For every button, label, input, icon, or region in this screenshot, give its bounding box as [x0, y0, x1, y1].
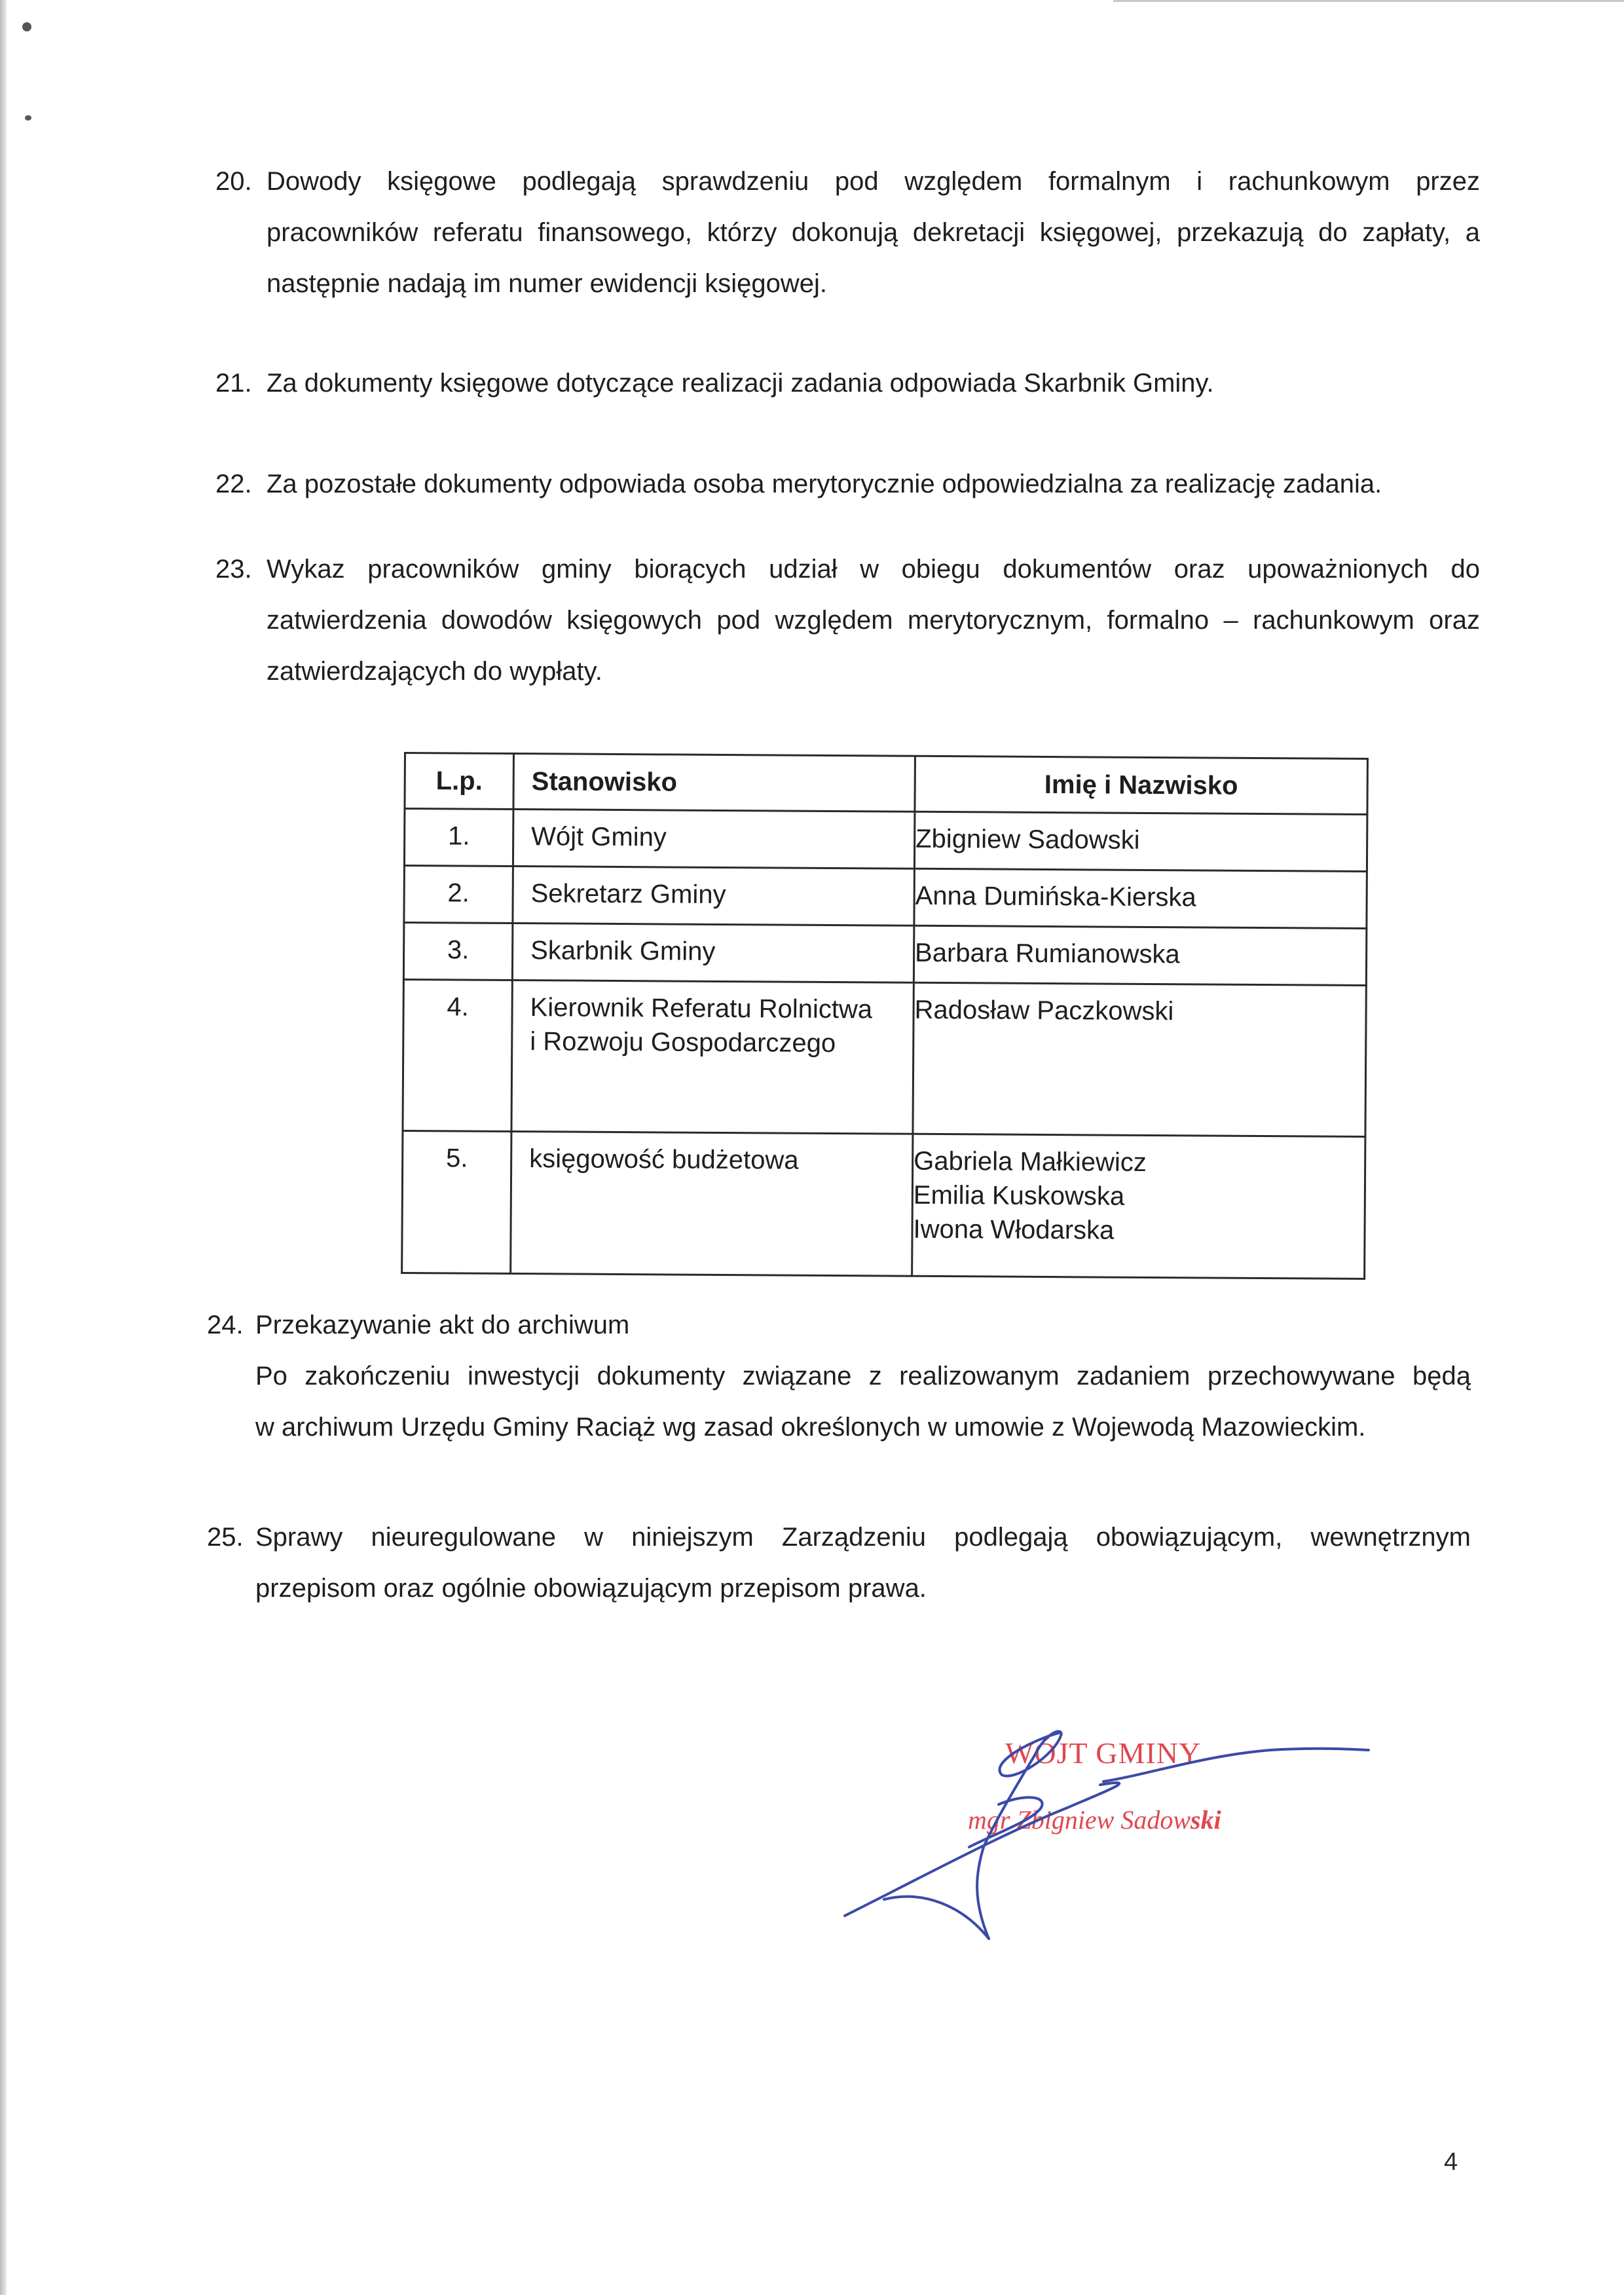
paragraph-23 — [215, 544, 1480, 697]
person-name: Gabriela Małkiewicz — [913, 1146, 1147, 1177]
person-name: Anna Dumińska-Kierska — [915, 881, 1196, 912]
signature-stroke — [1103, 1749, 1369, 1782]
paragraph-number: 20. — [215, 167, 252, 196]
cell-name — [914, 868, 1367, 928]
scan-top-edge — [1113, 0, 1624, 2]
paragraph-line: zatwierdzenia dowodów księgowych pod względem merytorycznym, formalno – rachunkowym oraz — [267, 606, 1480, 635]
cell-lp: 5. — [402, 1130, 511, 1273]
paragraph-line: w archiwum Urzędu Gminy Raciąż wg zasad określonych w umowie z Wojewodą Mazowieckim. — [255, 1413, 1366, 1442]
cell-name — [913, 925, 1367, 985]
position-line: księgowość budżetowa — [529, 1144, 799, 1175]
paragraph-line: pracowników referatu finansowego, którzy dokonują dekretacji księgowej, przekazują do zapłaty, a — [267, 218, 1480, 247]
paragraph-number: 24. — [207, 1311, 244, 1339]
paragraph-line: Po zakończeniu inwestycji dokumenty związane z realizowanym zadaniem przechowywane będą — [255, 1362, 1471, 1390]
stamp-name-prefix: mgr Zbigniew Sadow — [968, 1805, 1191, 1835]
cell-lp: 1. — [404, 809, 513, 867]
paragraph-heading: Przekazywanie akt do archiwum — [255, 1311, 630, 1339]
paragraph-line: przepisom oraz ogólnie obowiązującym przepisom prawa. — [255, 1574, 927, 1603]
stamp-title: WÓJT GMINY — [1005, 1736, 1202, 1770]
cell-position — [511, 1132, 913, 1277]
page-number: 4 — [1444, 2148, 1458, 2176]
table-row — [404, 866, 1367, 929]
person-name: Iwona Włodarska — [913, 1214, 1115, 1245]
staff-table — [401, 752, 1369, 1280]
position-line: Sekretarz Gminy — [530, 879, 726, 910]
paragraph-line: Za pozostałe dokumenty odpowiada osoba merytorycznie odpowiedzialna za realizację zadania. — [267, 470, 1382, 498]
table-header-row — [405, 753, 1367, 815]
paragraph-24 — [207, 1299, 1471, 1453]
stamp-name-suffix: ski — [1190, 1805, 1221, 1835]
signature-stroke — [977, 1732, 1061, 1939]
position-line: Wójt Gminy — [531, 822, 667, 852]
person-name: Radosław Paczkowski — [914, 995, 1174, 1026]
paragraph-number: 21. — [215, 369, 252, 398]
scan-speck — [25, 115, 31, 121]
cell-lp: 2. — [404, 866, 513, 924]
table-row — [402, 1130, 1365, 1278]
person-name: Zbigniew Sadowski — [915, 824, 1140, 855]
paragraph-line: Za dokumenty księgowe dotyczące realizacji zadania odpowiada Skarbnik Gminy. — [267, 369, 1214, 398]
person-name: Emilia Kuskowska — [913, 1180, 1125, 1211]
cell-name — [913, 982, 1366, 1136]
cell-position — [511, 980, 913, 1134]
header-position: Stanowisko — [513, 754, 915, 812]
table-row — [404, 809, 1367, 872]
scan-speck — [22, 22, 31, 31]
scan-edge — [0, 0, 7, 2295]
paragraph-line: zatwierdzających do wypłaty. — [267, 657, 602, 686]
cell-name — [914, 812, 1367, 871]
paragraph-21 — [215, 358, 1480, 409]
paragraph-line: Dowody księgowe podlegają sprawdzeniu pod względem formalnym i rachunkowym przez — [267, 167, 1480, 196]
person-name: Barbara Rumianowska — [915, 938, 1180, 969]
signature — [838, 1703, 1414, 1952]
cell-lp: 4. — [403, 980, 512, 1132]
header-name: Imię i Nazwisko — [915, 756, 1368, 814]
header-lp: L.p. — [405, 753, 514, 810]
paragraph-22 — [215, 458, 1480, 510]
table-row — [403, 923, 1367, 986]
paragraph-number: 25. — [207, 1523, 244, 1552]
position-line: Skarbnik Gminy — [530, 936, 716, 966]
paragraph-line: Wykaz pracowników gminy biorących udział w obiegu dokumentów oraz upoważnionych do — [267, 555, 1480, 584]
cell-position — [513, 810, 915, 869]
cell-position — [513, 867, 915, 926]
table-row — [403, 980, 1366, 1137]
paragraph-25 — [207, 1512, 1471, 1614]
paragraph-number: 23. — [215, 555, 252, 584]
signature-stroke — [884, 1897, 989, 1939]
paragraph-line: Sprawy nieuregulowane w niniejszym Zarządzeniu podlegają obowiązującym, wewnętrznym — [255, 1523, 1471, 1552]
position-line: Kierownik Referatu Rolnictwa — [530, 993, 873, 1024]
paragraph-20 — [215, 156, 1480, 309]
cell-position — [512, 924, 914, 983]
paragraph-line: następnie nadają im numer ewidencji księgowej. — [267, 269, 828, 298]
cell-lp: 3. — [403, 923, 513, 980]
cell-name — [912, 1134, 1365, 1278]
paragraph-number: 22. — [215, 470, 252, 498]
position-line: i Rozwoju Gospodarczego — [530, 1027, 836, 1058]
